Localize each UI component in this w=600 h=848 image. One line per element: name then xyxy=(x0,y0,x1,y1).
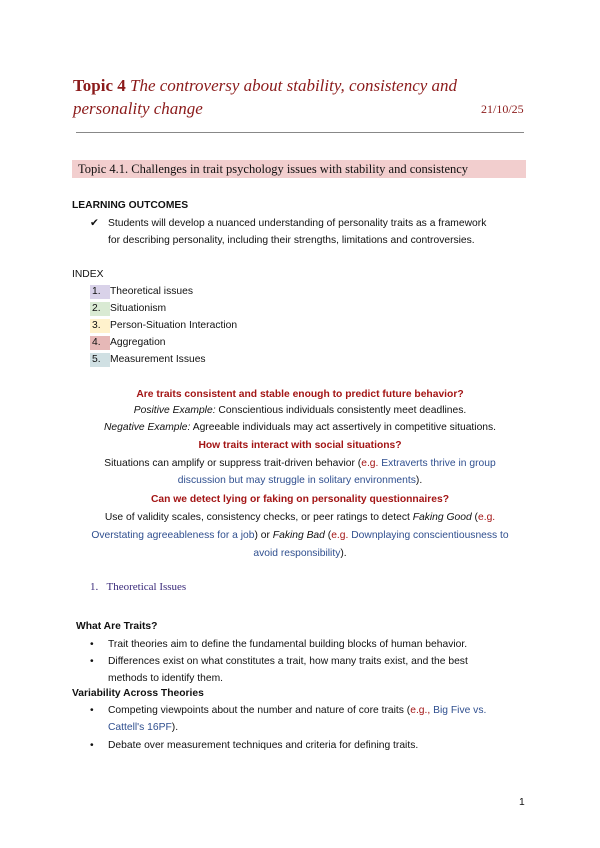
index-item xyxy=(90,353,206,367)
text: ). xyxy=(415,475,423,486)
doc-date: 21/10/25 xyxy=(481,102,524,116)
paragraph-line xyxy=(0,457,600,471)
example: Cattell's 16PF xyxy=(108,722,172,733)
paragraph-line xyxy=(0,547,600,561)
index-label: Measurement Issues xyxy=(110,354,206,365)
index-label: Aggregation xyxy=(110,337,166,348)
faking-good: Faking Good xyxy=(412,512,472,523)
topic-label: Topic 4 xyxy=(73,76,126,95)
divider xyxy=(76,132,524,133)
text: Conscientious individuals consistently meet deadlines. xyxy=(215,405,467,416)
bullet-icon: • xyxy=(90,740,94,751)
example: Downplaying conscientiousness to xyxy=(348,530,509,541)
positive-example xyxy=(0,404,600,418)
bullet-icon: • xyxy=(90,639,94,650)
section-title: Theoretical Issues xyxy=(106,581,187,593)
index-heading: INDEX xyxy=(72,269,104,280)
bullet-item xyxy=(108,721,178,735)
bullet-item: Debate over measurement techniques and criteria for defining traits. xyxy=(108,740,419,751)
index-number: 3. xyxy=(90,319,110,333)
index-number: 2. xyxy=(90,302,110,316)
example: Extraverts thrive in group xyxy=(378,458,496,469)
example: avoid responsibility xyxy=(253,548,341,559)
eg: e.g. xyxy=(477,512,496,523)
bullet-item xyxy=(108,704,486,718)
label: Positive Example: xyxy=(133,405,216,416)
outcome-line: Students will develop a nuanced understanding of personality traits as a framework xyxy=(108,218,487,229)
index-label: Situationism xyxy=(110,303,167,314)
example: Overstating agreeableness for a job xyxy=(91,530,255,541)
index-item xyxy=(90,302,166,316)
title-text: personality change xyxy=(73,99,203,118)
subheading: What Are Traits? xyxy=(76,621,158,632)
outcome-line: for describing personality, including their strengths, limitations and controversies. xyxy=(108,235,475,246)
negative-example xyxy=(0,421,600,435)
subheading: Variability Across Theories xyxy=(72,688,204,699)
page-number: 1 xyxy=(519,797,525,808)
text: ) or xyxy=(254,530,273,541)
question-heading: Are traits consistent and stable enough to predict future behavior? xyxy=(136,389,464,400)
bullet-icon: • xyxy=(90,705,94,716)
text: Situations can amplify or suppress trait-driven behavior ( xyxy=(104,458,362,469)
index-label: Person-Situation Interaction xyxy=(110,320,238,331)
index-number: 5. xyxy=(90,353,110,367)
faking-bad: Faking Bad xyxy=(272,530,325,541)
text: ). xyxy=(171,722,179,733)
bullet-item: Trait theories aim to define the fundamental building blocks of human behavior. xyxy=(108,639,468,650)
eg: e.g. xyxy=(331,530,349,541)
text: Use of validity scales, consistency checks, or peer ratings to detect xyxy=(104,512,413,523)
doc-title-line2 xyxy=(73,99,203,119)
example: discussion but may struggle in solitary environments xyxy=(177,475,416,486)
eg: e.g., xyxy=(410,705,431,716)
index-item xyxy=(90,285,193,299)
index-item xyxy=(90,336,166,350)
index-number: 1. xyxy=(90,285,110,299)
bullet-item: Differences exist on what constitutes a trait, how many traits exist, and the best xyxy=(108,656,468,667)
subtopic-heading: Topic 4.1. Challenges in trait psychology issues with stability and consistency xyxy=(72,160,526,178)
bullet-icon: • xyxy=(90,656,94,667)
title-text: The controversy about stability, consistency and xyxy=(130,76,458,95)
question-heading: Can we detect lying or faking on personality questionnaires? xyxy=(150,494,450,505)
check-icon: ✔ xyxy=(90,218,99,229)
paragraph-line: Use of validity scales, consistency checks, or peer ratings to detect Faking Good (e.g. xyxy=(104,512,496,523)
section-heading xyxy=(90,580,186,594)
label: Negative Example: xyxy=(103,422,191,433)
learning-outcomes-heading: LEARNING OUTCOMES xyxy=(72,200,189,211)
question-heading: How traits interact with social situations? xyxy=(198,440,402,451)
index-label: Theoretical issues xyxy=(110,286,193,297)
index-number: 4. xyxy=(90,336,110,350)
bullet-item: methods to identify them. xyxy=(108,673,224,684)
paragraph-line xyxy=(0,529,600,543)
text: ( xyxy=(324,530,332,541)
doc-title-line1 xyxy=(73,76,457,96)
eg: e.g. xyxy=(361,458,379,469)
text: ). xyxy=(340,548,347,559)
text: Agreeable individuals may act assertively in competitive situations. xyxy=(190,422,497,433)
text: Competing viewpoints about the number and nature of core traits ( xyxy=(108,705,411,716)
paragraph-line xyxy=(0,474,600,488)
section-number: 1. xyxy=(90,581,99,593)
index-item xyxy=(90,319,237,333)
example: Big Five vs. xyxy=(430,705,487,716)
